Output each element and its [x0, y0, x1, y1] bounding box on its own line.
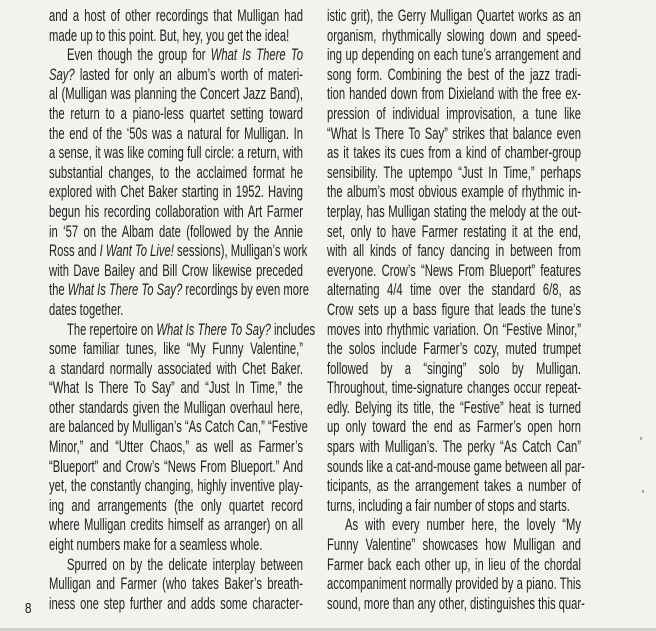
text-segment: Funny Valentine” showcases how Mulligan and [327, 536, 582, 555]
text-segment: includes [270, 320, 316, 339]
text-segment: the end of the ‘50s was a natural for Mulligan. In [49, 124, 304, 143]
text-segment: sessions), Mulligan’s work [173, 242, 308, 261]
text-line [327, 516, 581, 536]
italic-title: I Want To Live! [99, 242, 174, 261]
text-segment: The repertoire on [67, 320, 157, 339]
text-line [327, 105, 581, 125]
text-line [49, 536, 303, 556]
text-line [49, 262, 303, 282]
text-line [327, 242, 581, 262]
text-line [327, 575, 581, 595]
text-segment: made up to this point. But, hey, you get the idea! [49, 26, 290, 45]
text-segment: sounds like a cat-and-mouse game between all par- [327, 457, 585, 476]
text-segment: the return to a piano-less quartet setting toward [49, 104, 304, 123]
text-segment: as it takes its cues from a kind of chamber-group [327, 144, 582, 163]
text-line [49, 418, 308, 438]
text-line [49, 379, 303, 399]
text-line [49, 497, 303, 517]
text-line [327, 556, 581, 576]
text-line [327, 457, 585, 478]
text-line [49, 556, 303, 576]
text-line [49, 595, 303, 615]
text-segment: other standards given the Mulligan overhaul here, [49, 398, 304, 417]
text-line [49, 438, 303, 458]
text-segment: ticipants, as the arrangement takes a number of [327, 477, 582, 496]
text-line [49, 320, 316, 341]
text-line [49, 477, 303, 497]
text-line [49, 164, 303, 184]
text-segment: eight numbers make for a seamless whole. [49, 536, 263, 555]
text-segment: up only toward the end as Farmer’s open horn [327, 418, 582, 437]
text-segment: the album’s most obvious example of rhythmic in- [327, 183, 582, 202]
text-segment: the solos include Farmer’s cozy, muted trumpet [327, 340, 582, 359]
text-segment: “Blueport” and Crow’s “News From Blueport.” And [49, 457, 304, 476]
text-segment: Spurred on by the delicate interplay between [67, 555, 304, 574]
text-line [327, 438, 581, 458]
text-segment: some familiar tunes, like “My Funny Valentine,” [49, 340, 304, 359]
text-segment: and a host of other recordings that Mulligan had [49, 7, 304, 25]
text-line [49, 223, 303, 243]
text-line [327, 164, 581, 184]
text-segment: Crow sets up a bass figure that leads the tune’s [327, 300, 582, 319]
text-segment: everyone. Crow’s “News From Blueport” features [327, 261, 582, 280]
text-segment: substantial changes, to the acclaimed format he [49, 163, 304, 182]
text-line [327, 360, 581, 380]
text-segment: with all kinds of fancy dancing in between from [327, 242, 582, 261]
text-line [327, 85, 581, 105]
text-line [49, 516, 303, 536]
text-segment: explored with Chet Baker starting in 1952. Having [49, 183, 304, 202]
scan-speck [642, 490, 644, 493]
text-line [327, 46, 581, 66]
text-segment: As with every number here, the lovely “My [345, 516, 582, 535]
italic-title: What Is There To [210, 46, 304, 65]
text-line [327, 379, 581, 399]
text-line [327, 203, 581, 223]
text-segment: terplay, has Mulligan stating the melody at the out- [327, 202, 582, 221]
text-line [327, 477, 581, 497]
text-segment: organism, rhythmically slowing down and speed- [327, 26, 582, 45]
text-line [49, 458, 303, 478]
text-column-left [49, 7, 316, 614]
italic-title: What Is There To Say? [67, 281, 183, 300]
page-number: 8 [24, 600, 32, 617]
text-segment: istic grit), the Gerry Mulligan Quartet works as an [327, 7, 582, 25]
text-segment: ing and arrangements (the only quartet record [49, 496, 304, 515]
text-line [327, 594, 585, 615]
text-segment: yet, the constantly changing, highly inventive play- [49, 477, 304, 496]
text-segment: Throughout, time-signature changes occur repeat- [327, 379, 582, 398]
text-segment: the [49, 281, 68, 300]
text-segment: in ‘57 on the Albam date (followed by the Annie [49, 222, 304, 241]
text-line [49, 340, 303, 360]
scan-speck [640, 437, 642, 440]
text-line [49, 85, 303, 105]
text-segment: turns, including a fair number of stops and starts. [327, 496, 570, 515]
text-line [327, 321, 581, 341]
text-segment: set, only to have Farmer restating it at the end, [327, 222, 582, 241]
text-column-right [327, 7, 585, 614]
text-segment: ing up depending on each tune’s arrangement and [327, 46, 582, 65]
text-line [49, 27, 303, 47]
text-segment: dates together. [49, 300, 124, 319]
text-line [49, 281, 309, 301]
text-segment: song form. Combining the best of the jazz tradi- [327, 65, 582, 84]
text-line [49, 203, 303, 223]
italic-title: What Is There To Say? [156, 320, 271, 339]
text-segment: with Dave Bailey and Bill Crow likewise preceded [49, 261, 304, 280]
text-line [49, 360, 303, 380]
text-segment: where Mulligan credits himself as arranger) on all [49, 516, 304, 535]
text-line [327, 340, 581, 360]
text-line [49, 144, 303, 164]
text-line [327, 125, 581, 145]
text-line [327, 536, 581, 556]
text-line [327, 262, 581, 282]
text-segment: iness one step further and adds some character- [49, 594, 304, 613]
text-segment: moves into rhythmic variation. On “Festive Minor,” [327, 320, 582, 339]
text-segment: accompaniment normally provided by a piano. This [327, 575, 582, 594]
text-line [327, 27, 581, 47]
text-line [327, 144, 581, 164]
text-line [327, 66, 581, 86]
text-segment: “What Is There To Say” and “Just In Time,” the [49, 379, 304, 398]
text-segment: alternating 4/4 time over the standard 6/8, as [327, 281, 582, 300]
text-line [49, 46, 303, 66]
text-segment: followed by a “singing” solo by Mulligan. [327, 359, 582, 378]
text-line [49, 7, 303, 27]
text-segment: sensibility. The uptempo “Just In Time,” perhaps [327, 163, 582, 182]
text-line [327, 418, 581, 438]
text-segment: Minor,” and “Utter Chaos,” as well as Farmer’s [49, 438, 304, 457]
text-segment: spars with Mulligan’s. The perky “As Catch Can” [327, 438, 582, 457]
text-segment: Farmer back each other up, in lieu of the chordal [327, 555, 582, 574]
text-segment: lasted for only an album’s worth of materi- [74, 65, 304, 84]
text-line [327, 399, 581, 419]
text-segment: a sense, it was like coming full circle: a return, with [49, 144, 304, 163]
text-segment: al (Mulligan was planning the Concert Jazz Band), [49, 85, 304, 104]
text-segment: begun his recording collaboration with Art Farmer [49, 202, 304, 221]
text-line [327, 497, 581, 517]
italic-title: Say? [49, 65, 75, 84]
text-segment: Ross and [49, 242, 100, 261]
text-segment: Even though the group for [67, 46, 211, 65]
text-segment: are balanced by Mulligan’s “As Catch Can,” “Festive [49, 418, 308, 437]
text-line [327, 7, 581, 27]
text-segment: pression of individual improvisation, a tune like [327, 104, 582, 123]
text-line [49, 301, 303, 321]
text-segment: tion handed down from Dixieland with the free ex- [327, 85, 582, 104]
text-line [49, 125, 303, 145]
text-line [49, 183, 303, 203]
text-line [49, 105, 303, 125]
text-line [49, 575, 303, 595]
text-segment: Mulligan and Farmer (who takes Baker’s breath- [49, 575, 304, 594]
text-line [49, 66, 303, 86]
text-line [327, 223, 581, 243]
text-line [49, 399, 303, 419]
text-line [327, 281, 581, 301]
text-segment: sound, more than any other, distinguishes this quar- [327, 594, 585, 613]
text-segment: “What Is There To Say” strikes that balance even [327, 124, 582, 143]
text-segment: recordings by even more [182, 281, 309, 300]
text-line [327, 183, 581, 203]
text-line [327, 301, 581, 321]
text-segment: a standard normally associated with Chet Baker. [49, 359, 304, 378]
text-line [49, 242, 308, 262]
text-segment: edly. Belying its title, the “Festive” heat is turned [327, 398, 582, 417]
